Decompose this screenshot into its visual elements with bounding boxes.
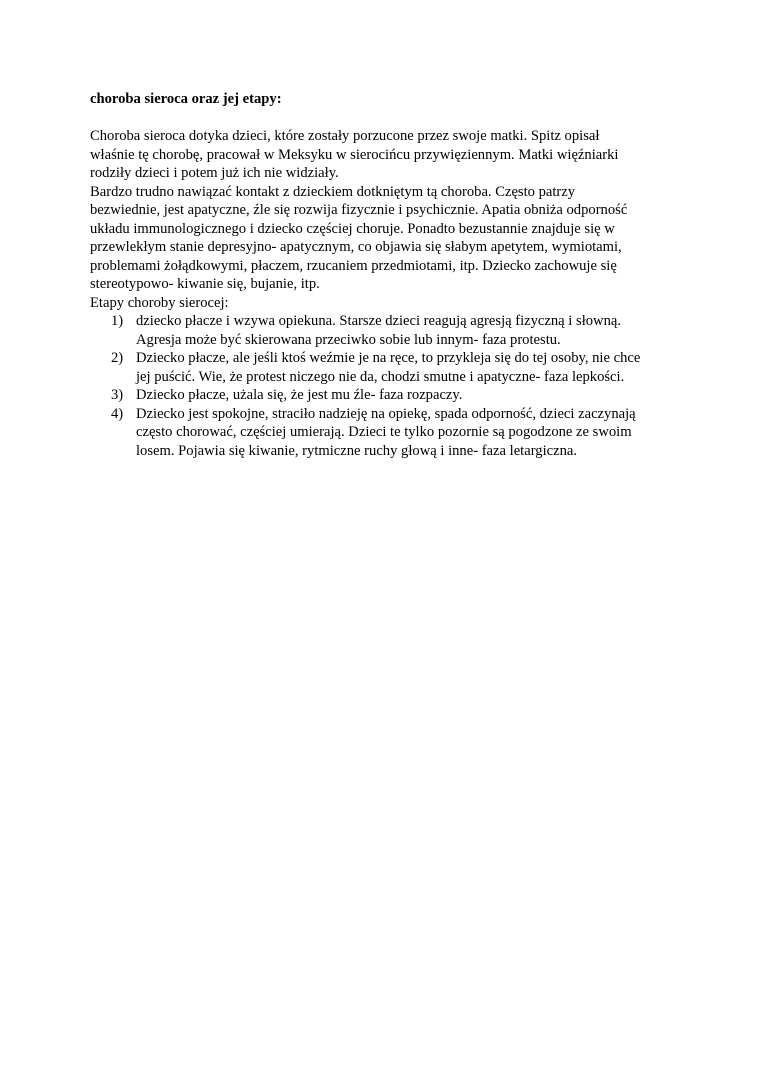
- document-page: [90, 90, 680, 460]
- list-item-line: Agresja może być skierowana przeciwko sobie lub innym- faza protestu.: [136, 331, 561, 348]
- paragraph-intro: [90, 127, 680, 183]
- list-item-number: 2): [111, 350, 124, 366]
- paragraph-line: układu immunologicznego i dziecko częściej choruje. Ponadto bezustannie znajduje się w: [90, 220, 615, 237]
- list-item-line: Dziecko jest spokojne, straciło nadzieję na opiekę, spada odporność, dzieci zaczynają: [136, 405, 636, 422]
- paragraph-line: stereotypowo- kiwanie się, bujanie, itp.: [90, 276, 320, 292]
- paragraph-line: Choroba sieroca dotyka dzieci, które zostały porzucone przez swoje matki. Spitz opisał: [90, 128, 600, 144]
- paragraph-line: Bardzo trudno nawiązać kontakt z dzieckiem dotkniętym tą choroba. Często patrzy: [90, 183, 576, 200]
- paragraph-symptoms: [90, 183, 680, 294]
- stages-heading: Etapy choroby sierocej:: [90, 294, 229, 311]
- list-item-number: 4): [111, 405, 124, 422]
- list-item-line: losem. Pojawia się kiwanie, rytmiczne ruchy głową i inne- faza letargiczna.: [136, 442, 578, 459]
- list-item: [90, 405, 680, 461]
- list-item-number: 1): [111, 313, 124, 329]
- paragraph-line: rodziły dzieci i potem już ich nie widziały.: [90, 165, 339, 181]
- paragraph-line: problemami żołądkowymi, płaczem, rzucaniem przedmiotami, itp. Dziecko zachowuje się: [90, 257, 617, 274]
- list-item-line: często chorować, częściej umierają. Dzieci te tylko pozornie są pogodzone ze swoim: [136, 424, 632, 440]
- paragraph-line: właśnie tę chorobę, pracował w Meksyku w sierocińcu przywięziennym. Matki więźniarki: [90, 146, 619, 163]
- document-title: choroba sieroca oraz jej etapy:: [90, 91, 282, 107]
- list-item: [90, 349, 680, 386]
- list-item-line: Dziecko płacze, ale jeśli ktoś weźmie je na ręce, to przykleja się do tej osoby, nie chce: [136, 350, 641, 366]
- stages-list: [90, 312, 680, 460]
- paragraph-line: bezwiednie, jest apatyczne, źle się rozwija fizycznie i psychicznie. Apatia obniża odporność: [90, 202, 628, 218]
- list-item-line: dziecko płacze i wzywa opiekuna. Starsze dzieci reagują agresją fizyczną i słowną.: [136, 313, 622, 329]
- list-item-line: jej puścić. Wie, że protest niczego nie da, chodzi smutne i apatyczne- faza lepkości.: [136, 368, 625, 385]
- list-item: [90, 386, 680, 405]
- list-item: [90, 312, 680, 349]
- list-item-line: Dziecko płacze, użala się, że jest mu źle- faza rozpaczy.: [136, 387, 463, 403]
- paragraph-line: przewlekłym stanie depresyjno- apatycznym, co objawia się słabym apetytem, wymiotami,: [90, 239, 622, 255]
- list-item-number: 3): [111, 387, 124, 403]
